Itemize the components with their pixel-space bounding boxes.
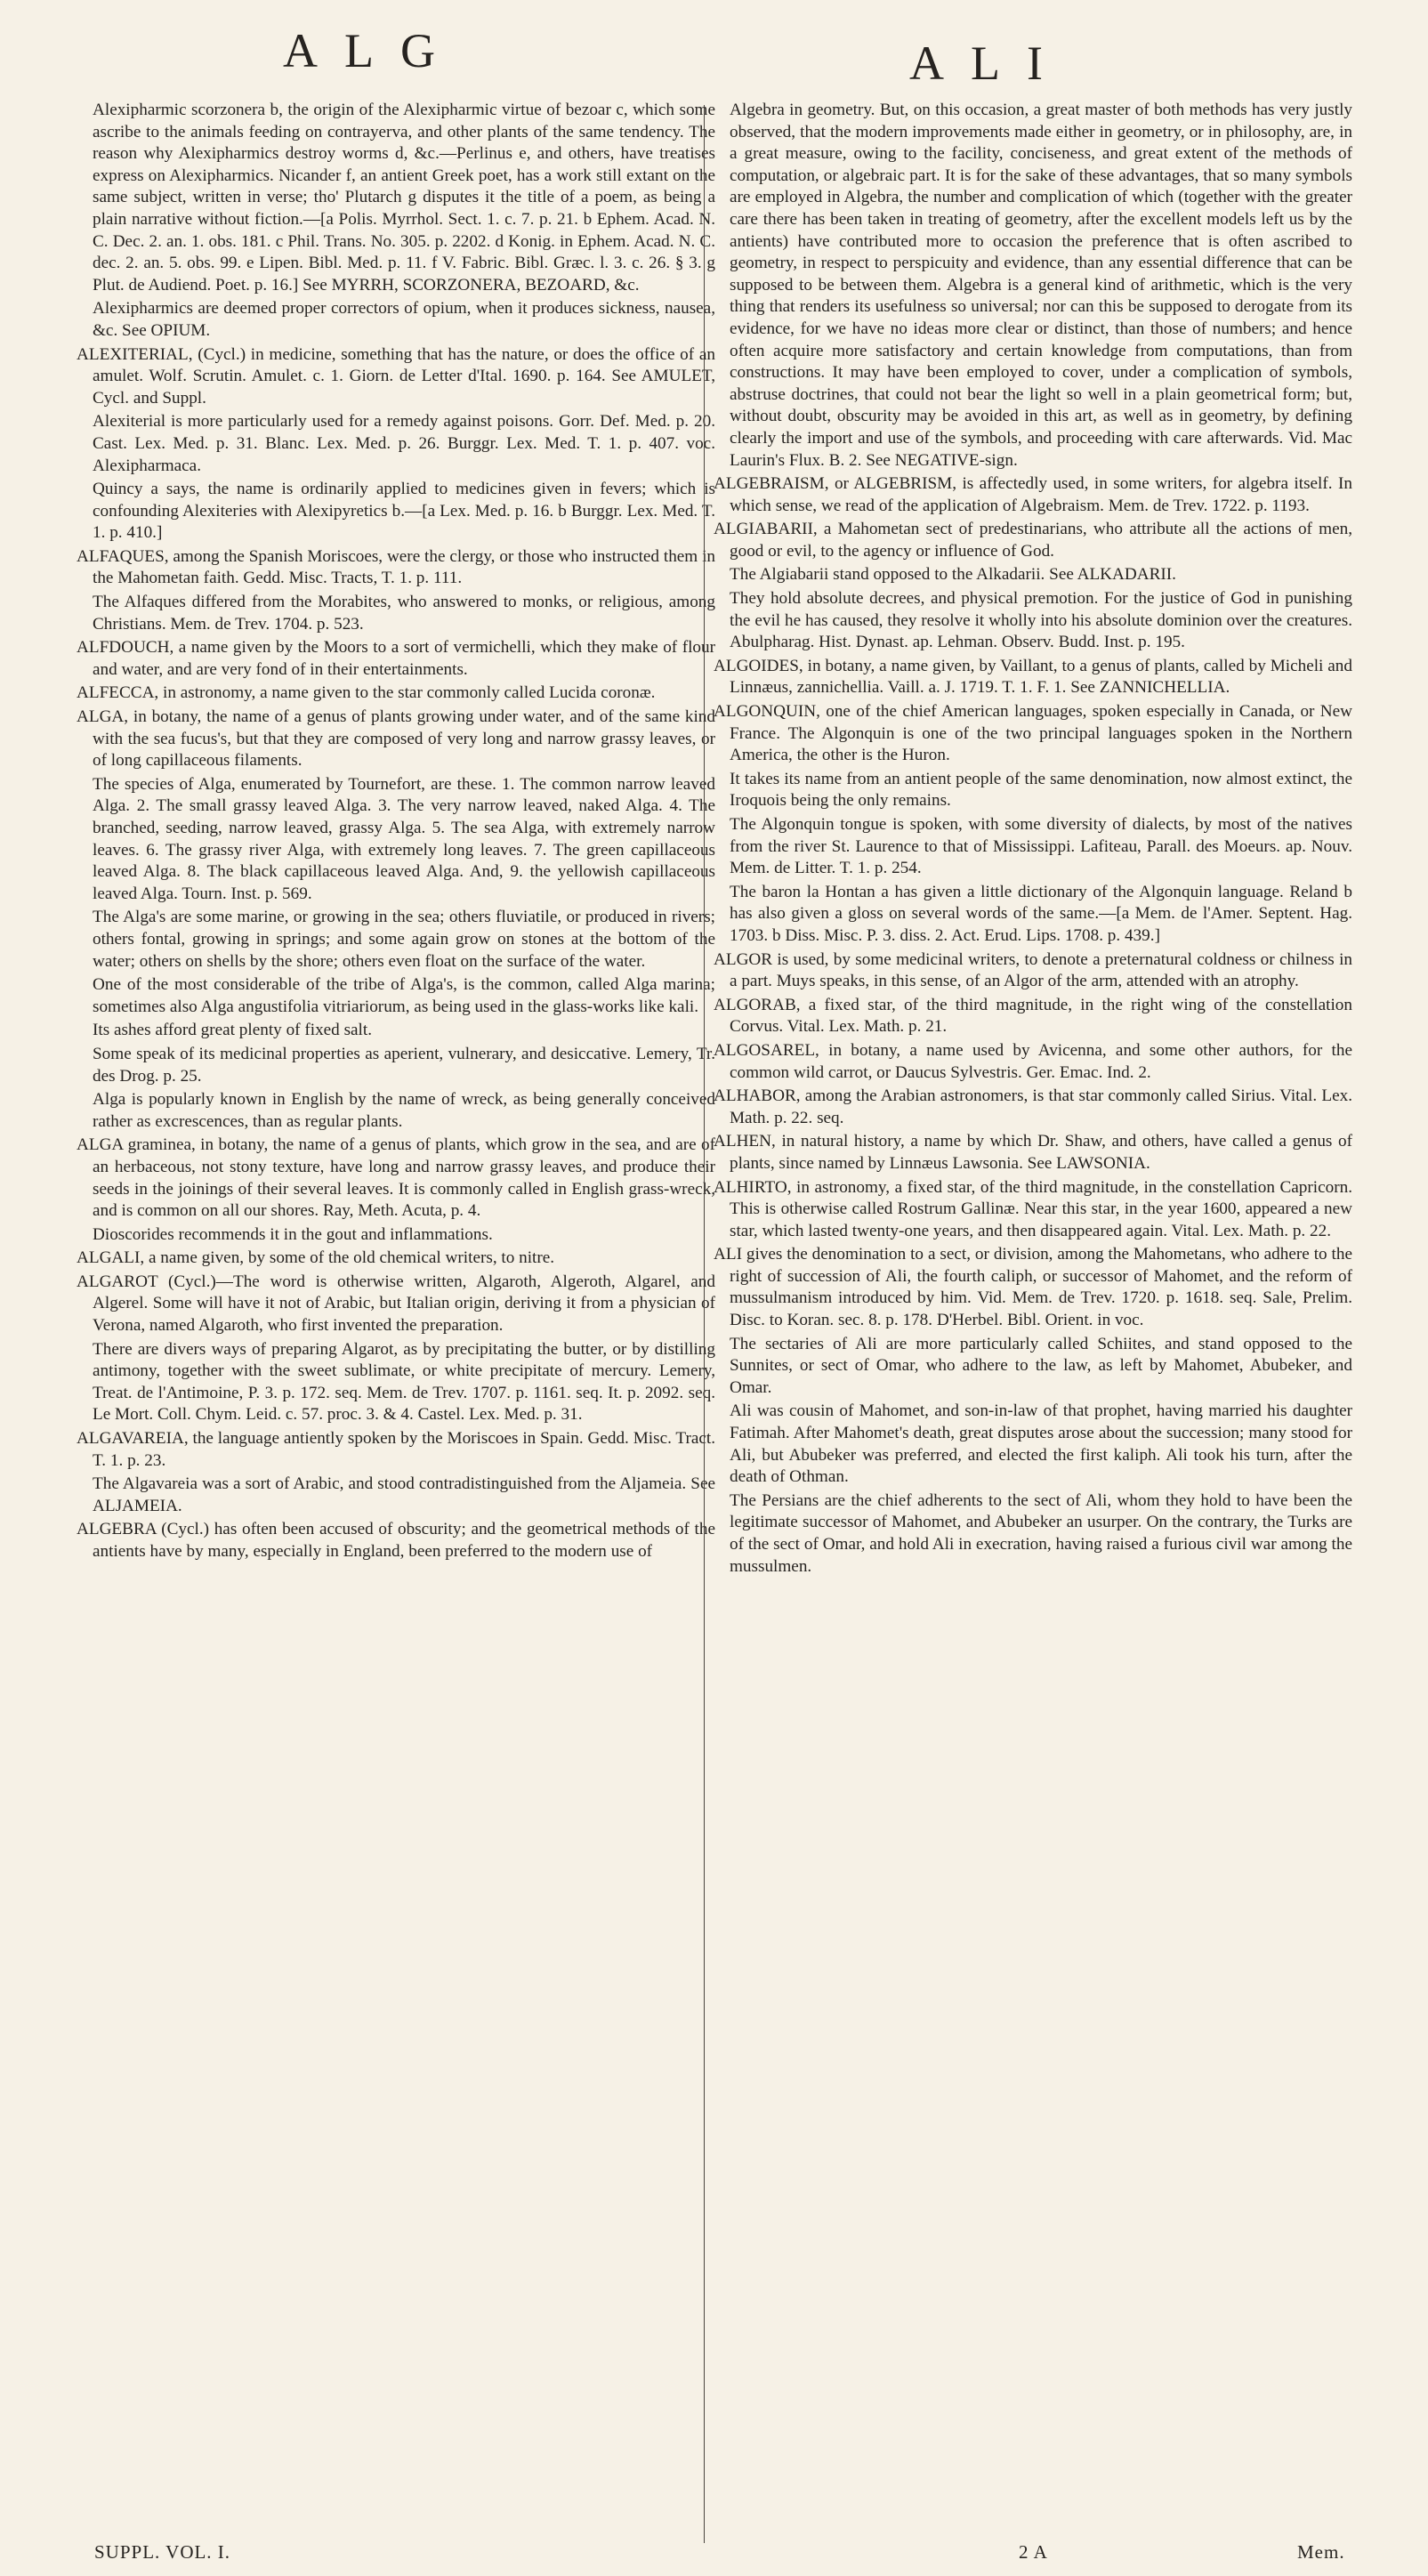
text-paragraph: Alexiterial is more particularly used for a remedy against poisons. Gorr. Def. Med. p. 20. Cast. Lex. Med. p. 31. Blanc. Lex. Med. p. 26. Burggr. Lex. Med. T. 1. p. 407. voc. Alexipharmaca. bbox=[93, 412, 715, 475]
catchword: Mem. bbox=[1297, 2541, 1345, 2563]
entry-paragraph: ALFDOUCH, a name given by the Moors to a sort of vermichelli, which they make of flour and water, and are very fond of in their entertainments. bbox=[77, 638, 715, 679]
text-paragraph: The sectaries of Ali are more particularly called Schiites, and stand opposed to the Sunnites, or sect of Omar, who adhere to the law, as left by Mahomet, Abubeker, and Omar. bbox=[730, 1334, 1352, 1397]
text-paragraph: Dioscorides recommends it in the gout and inflammations. bbox=[93, 1224, 493, 1244]
entry-paragraph: ALHABOR, among the Arabian astronomers, is that star commonly called Sirius. Vital. Lex. Math. p. 22. seq. bbox=[714, 1086, 1352, 1127]
entry-paragraph: ALGAROT (Cycl.)—The word is otherwise written, Algaroth, Algeroth, Algarel, and Algerel. Some will have it not of Arabic, but Italian origin, deriving it from a physician of Verona, named Algaroth, who first invented the preparation. bbox=[77, 1272, 715, 1336]
text-paragraph: The Alga's are some marine, or growing in the sea; others fluviatile, or produced in rivers; others fontal, growing in springs; and some again grow on stones at the bottom of the water; others on shells by the shore; others even float on the surface of the water. bbox=[93, 908, 715, 971]
entry-paragraph: ALGIABARII, a Mahometan sect of predestinarians, who attribute all the actions of men, good or evil, to the agency or influence of God. bbox=[714, 520, 1352, 561]
column-divider bbox=[704, 105, 705, 2543]
entry-paragraph: ALHIRTO, in astronomy, a fixed star, of the third magnitude, in the constellation Capricorn. This is otherwise called Rostrum Gallinæ. Near this star, in the year 1600, appeared a new star, which lasted twenty-one years, and then disappeared again. Vital. Lex. Math. p. 22. bbox=[714, 1177, 1352, 1240]
entry-paragraph: ALGAVAREIA, the language antiently spoken by the Moriscoes in Spain. Gedd. Misc. Tract. T. 1. p. 23. bbox=[77, 1429, 715, 1470]
entry-paragraph: ALGEBRAISM, or ALGEBRISM, is affectedly used, in some writers, for algebra itself. In which sense, we read of the application of Algebraism. Mem. de Trev. 1722. p. 1193. bbox=[714, 474, 1352, 515]
text-paragraph: Quincy a says, the name is ordinarily applied to medicines given in fevers; which is confounding Alexiteries with Alexipyretics b.—[a Lex. Med. p. 16. b Burggr. Lex. Med. T. 1. p. 410.] bbox=[93, 480, 715, 543]
text-paragraph: Alexipharmic scorzonera b, the origin of the Alexipharmic virtue of bezoar c, which some ascribe to the animals feeding on contrayerva, and other plants of the same tendency. The reason why Alexipharmics destroy worms d, &c.—Perlinus e, and others, have treatises express on Alexipharmics. Nicander f, an antient Greek poet, has a work still extant on the same subject, written in verse; tho' Plutarch g disputes it the title of a poem, as being a plain narrative without fiction.—[a Polis. Myrrhol. Sect. 1. c. 7. p. 21. b Ephem. Acad. N. C. Dec. 2. an. 1. obs. 181. c Phil. Trans. No. 305. p. 2202. d Konig. in Ephem. Acad. N. C. dec. 2. an. 5. obs. 99. e Lipen. Bibl. Med. p. 11. f V. Fabric. Bibl. Græc. l. 3. c. 26. § 3. g Plut. de Audiend. Poet. p. 16.] See MYRRH, SCORZONERA, BEZOARD, &c. bbox=[93, 101, 715, 295]
signature-mark: SUPPL. VOL. I. bbox=[94, 2541, 231, 2563]
entry-paragraph: ALGOR is used, by some medicinal writers, to denote a preternatural coldness or chilness in a part. Muys speaks, in this sense, of an Algor of the arm, attended with an atrophy. bbox=[714, 949, 1352, 991]
entry-paragraph: ALGOSAREL, in botany, a name used by Avicenna, and some other authors, for the common wild carrot, or Daucus Sylvestris. Ger. Emac. Ind. 2. bbox=[714, 1040, 1352, 1082]
text-paragraph: One of the most considerable of the tribe of Alga's, is the common, called Alga marina; sometimes also Alga angustifolia vitriariorum, as being used in the glass-works like kali. bbox=[93, 975, 715, 1016]
entry-paragraph: ALFECCA, in astronomy, a name given to the star commonly called Lucida coronæ. bbox=[77, 683, 656, 703]
entry-paragraph: ALGONQUIN, one of the chief American languages, spoken especially in Canada, or New France. The Algonquin is one of the two principal languages spoken in the Northern America, the other is the Huron. bbox=[714, 702, 1352, 765]
entry-paragraph: ALGALI, a name given, by some of the old chemical writers, to nitre. bbox=[77, 1248, 555, 1268]
entry-paragraph: ALGA, in botany, the name of a genus of plants growing under water, and of the same kind with the sea fucus's, but that they are composed of very long and narrow grassy leaves, or of long capillaceous filaments. bbox=[77, 707, 715, 771]
text-paragraph: Ali was cousin of Mahomet, and son-in-law of that prophet, having married his daughter Fatimah. After Mahomet's death, great disputes arose about the succession; many stood for Ali, but Abubeker was preferred, and elected the first kaliph. Ali took his turn, after the death of Othman. bbox=[730, 1401, 1352, 1487]
text-paragraph: Algebra in geometry. But, on this occasion, a great master of both methods has very justly observed, that the modern improvements made either in geometry, or in philosophy, are, in a great measure, owing to the facility, conciseness, and great extent of the methods of computation, or algebraic part. It is for the sake of these advantages, that so many symbols are employed in Algebra, the number and complication of which (together with the greater care there has been taken in treating of geometry, after the excellent models left us by the antients) have contributed more to occasion the preference that is often ascribed to geometry, in respect to perspicuity and evidence, than any essential difference that can be supposed to be between them. Algebra is a general kind of arithmetic, which is the very thing that renders its usefulness so universal; nor can this be supposed to derogate from its evidence, for we have no ideas more clear or distinct, than those of numbers; and hence often acquire more satisfactory and certain knowledge from computations, than from constructions. It may have been employed to cover, under a complication of symbols, abstruse doctrines, that could not bear the light so well in a plain geometrical form; but, without doubt, obscurity may be avoided in this art, as well as in geometry, by defining clearly the import and use of the symbols, and proceeding with care afterwards. Vid. Mac Laurin's Flux. B. 2. See NEGATIVE-sign. bbox=[730, 101, 1352, 470]
text-paragraph: The Algavareia was a sort of Arabic, and stood contradistinguished from the Aljameia. See ALJAMEIA. bbox=[93, 1474, 715, 1515]
running-head-left: ALG bbox=[283, 24, 462, 77]
text-paragraph: The Alfaques differed from the Morabites, who answered to monks, or religious, among Christians. Mem. de Trev. 1704. p. 523. bbox=[93, 593, 715, 634]
left-column bbox=[77, 100, 715, 2520]
text-paragraph: Its ashes afford great plenty of fixed salt. bbox=[93, 1021, 373, 1040]
text-paragraph: The Algiabarii stand opposed to the Alkadarii. See ALKADARII. bbox=[730, 565, 1176, 585]
right-column bbox=[714, 100, 1352, 2520]
text-paragraph: It takes its name from an antient people of the same denomination, now almost extinct, the Iroquois being the only remains. bbox=[730, 769, 1352, 811]
text-paragraph: The species of Alga, enumerated by Tournefort, are these. 1. The common narrow leaved Alga. 2. The small grassy leaved Alga. 3. The very narrow leaved, naked Alga. 4. The branched, seeding, narrow leaved, grassy Alga. 5. The sea Alga, with extremely narrow leaves. 6. The grassy river Alga, with extremely long leaves. 7. The green capillaceous leaved Alga. 8. The black capillaceous leaved Alga. And, 9. the yellowish capillaceous leaved Alga. Tourn. Inst. p. 569. bbox=[93, 774, 715, 903]
text-paragraph: They hold absolute decrees, and physical premotion. For the justice of God in punishing the evil he has caused, they resolve it wholly into his absolute dominion over the creatures. Abulpharag. Hist. Dynast. ap. Lehman. Observ. Budd. Inst. p. 195. bbox=[730, 589, 1352, 652]
entry-paragraph: ALFAQUES, among the Spanish Moriscoes, were the clergy, or those who instructed them in the Mahometan faith. Gedd. Misc. Tracts, T. 1. p. 111. bbox=[77, 546, 715, 588]
running-head-right: ALI bbox=[909, 36, 1069, 90]
entry-paragraph: ALHEN, in natural history, a name by which Dr. Shaw, and others, have called a genus of plants, since named by Linnæus Lawsonia. See LAWSONIA. bbox=[714, 1132, 1352, 1173]
entry-paragraph: ALGOIDES, in botany, a name given, by Vaillant, to a genus of plants, called by Micheli and Linnæus, zannichellia. Vaill. a. J. 1719. T. 1. F. 1. See ZANNICHELLIA. bbox=[714, 656, 1352, 698]
gathering-mark: 2 A bbox=[1019, 2541, 1048, 2563]
entry-paragraph: ALGA graminea, in botany, the name of a genus of plants, which grow in the sea, and are of an herbaceous, not stony texture, have long and narrow grassy leaves, and produce their seeds in the joinings of their several leaves. It is commonly called in English grass-wreck, and is common on all our shores. Ray, Meth. Acuta, p. 4. bbox=[77, 1135, 715, 1221]
entry-paragraph: ALI gives the denomination to a sect, or division, among the Mahometans, who adhere to the right of succession of Ali, the fourth caliph, or successor of Mahomet, and the reform of mussulmanism introduced by him. Vid. Mem. de Trev. 1720. p. 1618. seq. Sale, Prelim. Disc. to Koran. sec. 8. p. 178. D'Herbel. Bibl. Orient. in voc. bbox=[714, 1245, 1352, 1330]
text-paragraph: The Algonquin tongue is spoken, with some diversity of dialects, by most of the natives from the river St. Laurence to that of Mississippi. Lafiteau, Parall. des Moeurs. ap. Nouv. Mem. de Litter. T. 1. p. 254. bbox=[730, 815, 1352, 878]
text-paragraph: There are divers ways of preparing Algarot, as by precipitating the butter, or by distilling antimony, together with the sweet sublimate, or white precipitate of mercury. Lemery, Treat. de l'Antimoine, P. 3. p. 172. seq. Mem. de Trev. 1707. p. 1161. seq. It. p. 2092. seq. Le Mort. Coll. Chym. Leid. c. 57. proc. 3. & 4. Castel. Lex. Med. p. 31. bbox=[93, 1339, 715, 1425]
text-paragraph: Alga is popularly known in English by the name of wreck, as being generally conceived rather as excrescences, than as regular plants. bbox=[93, 1090, 715, 1131]
entry-paragraph: ALGEBRA (Cycl.) has often been accused of obscurity; and the geometrical methods of the antients have by many, especially in England, been preferred to the modern use of bbox=[77, 1520, 715, 1561]
text-paragraph: Some speak of its medicinal properties as aperient, vulnerary, and desiccative. Lemery, Tr. des Drog. p. 25. bbox=[93, 1044, 715, 1086]
entry-paragraph: ALGORAB, a fixed star, of the third magnitude, in the right wing of the constellation Corvus. Vital. Lex. Math. p. 21. bbox=[714, 995, 1352, 1037]
text-paragraph: The Persians are the chief adherents to the sect of Ali, whom they hold to have been the legitimate successor of Mahomet, and Abubeker an usurper. On the contrary, the Turks are of the sect of Omar, and hold Ali in execration, having raised a furious civil war among the mussulmen. bbox=[730, 1490, 1352, 1576]
text-paragraph: The baron la Hontan a has given a little dictionary of the Algonquin language. Reland b has also given a gloss on several words of the same.—[a Mem. de l'Amer. Septent. Hag. 1703. b Diss. Misc. P. 3. diss. 2. Act. Erud. Lips. 1708. p. 439.] bbox=[730, 882, 1352, 945]
entry-paragraph: ALEXITERIAL, (Cycl.) in medicine, something that has the nature, or does the office of an amulet. Wolf. Scrutin. Amulet. c. 1. Giorn. de Letter d'Ital. 1690. p. 164. See AMULET, Cycl. and Suppl. bbox=[77, 344, 715, 408]
text-paragraph: Alexipharmics are deemed proper correctors of opium, when it produces sickness, nausea, &c. See OPIUM. bbox=[93, 299, 715, 340]
